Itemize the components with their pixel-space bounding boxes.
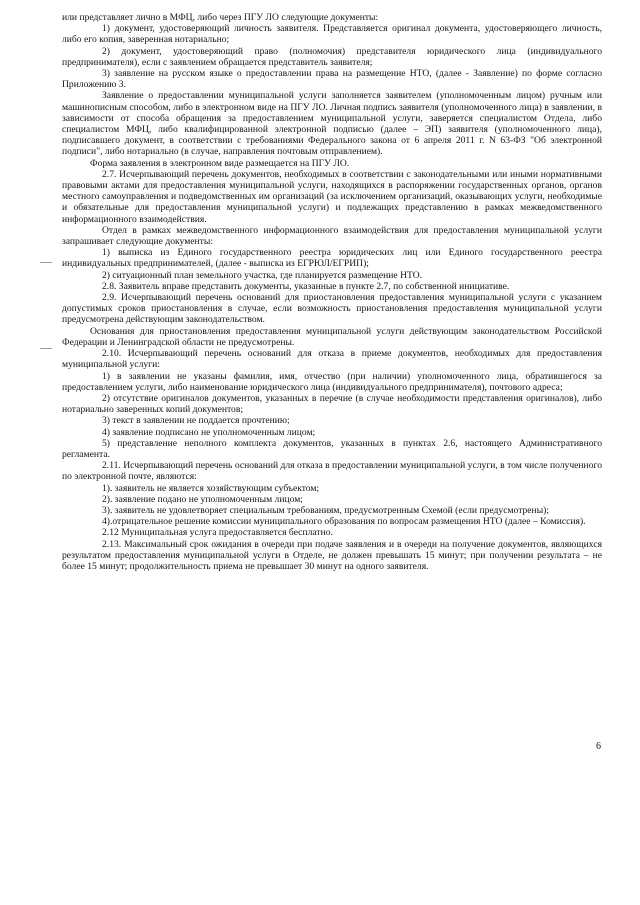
paragraph: Отдел в рамках межведомственного информационного взаимодействия для предоставления муниципальной услуги запрашивает следующие документы: xyxy=(62,224,602,248)
margin-mark xyxy=(40,348,52,349)
paragraph: 2.7. Исчерпывающий перечень документов, необходимых в соответствии с законодательными или иными нормативными правовыми актами для предоставления муниципальной услуги, находящихся в распоряжении государственных органов, органов местного самоуправления и подведомственных им организаций (за исключением организаций, оказывающих услуги, необходимые и обязательные для предоставления муниципальной услуги) и подлежащих представлению в рамках межведомственного информационного взаимодействия. xyxy=(62,168,602,225)
paragraph: 1) выписка из Единого государственного реестра юридических лиц или Единого государственного реестра индивидуальных предпринимателей, (далее - выписка из ЕГРЮЛ/ЕГРИП); xyxy=(62,247,602,270)
paragraph: 5) представление неполного комплекта документов, указанных в пунктах 2.6, настоящего Административного регламента. xyxy=(62,437,602,460)
paragraph: 1). заявитель не является хозяйствующим субъектом; xyxy=(102,482,320,494)
paragraph: 2.8. Заявитель вправе представить документы, указанные в пункте 2.7, по собственной инициативе. xyxy=(102,280,510,292)
paragraph: Основания для приостановления предоставления муниципальной услуги действующим законодательством Российской Федерации и Ленинградской области не предусмотрены. xyxy=(62,325,602,348)
paragraph: 2.10. Исчерпывающий перечень оснований для отказа в приеме документов, необходимых для предоставления муниципальной услуги: xyxy=(62,348,602,371)
paragraph: или представляет лично в МФЦ, либо через ПГУ ЛО следующие документы: xyxy=(62,12,379,23)
paragraph: 3). заявитель не удовлетворяет специальным требованиям, предусмотренным Схемой (если предусмотрены); xyxy=(102,504,549,516)
paragraph: 2). заявление подано не уполномоченным лицом; xyxy=(102,493,303,505)
paragraph: 3) заявление на русском языке о предоставлении права на размещение НТО, (далее - Заявление) по форме согласно Приложению 3. xyxy=(62,68,602,91)
document-body xyxy=(62,12,602,572)
paragraph: 2) отсутствие оригиналов документов, указанных в перечне (в случае необходимости представления оригиналов), либо нотариально заверенных копий документов; xyxy=(62,392,602,416)
paragraph: 2.9. Исчерпывающий перечень оснований для приостановления предоставления муниципальной услуги с указанием допустимых сроков приостановления в случае, если возможность приостановления предоставления муниципальной услуги предусмотрена действующим законодательством. xyxy=(62,292,602,326)
paragraph: 4).отрицательное решение комиссии муниципального образования по вопросам размещения НТО (далее – Комиссия). xyxy=(102,516,586,528)
paragraph: 2.12 Муниципальная услуга предоставляется бесплатно. xyxy=(102,527,333,539)
paragraph: Форма заявления в электронном виде размещается на ПГУ ЛО. xyxy=(90,157,350,169)
paragraph: 2.11. Исчерпывающий перечень оснований для отказа в предоставлении муниципальной услуги, в том числе полученного по электронной почте, являются: xyxy=(62,460,602,483)
paragraph: 2.13. Максимальный срок ожидания в очереди при подаче заявления и в очереди на получение документов, являющихся результатом предоставления муниципальной услуги в Отделе, не должен превышать 15 минут; при получении результата – не более 15 минут; продолжительность приема не превышает 30 минут на одного заявителя. xyxy=(62,538,602,572)
paragraph: 2) ситуационный план земельного участка, где планируется размещение НТО. xyxy=(102,269,423,281)
paragraph: 4) заявление подписано не уполномоченным лицом; xyxy=(102,426,316,438)
paragraph: 1) в заявлении не указаны фамилия, имя, отчество (при наличии) уполномоченного лица, обратившегося за предоставлением услуги, либо наименование юридического лица (индивидуального предпринимателя), почтового адреса; xyxy=(62,370,602,393)
paragraph: 2) документ, удостоверяющий право (полномочия) представителя юридического лица (индивидуального предпринимателя), если с заявлением обращается представитель заявителя; xyxy=(62,45,602,68)
paragraph: 3) текст в заявлении не поддается прочтению; xyxy=(102,415,290,427)
margin-mark xyxy=(40,262,52,263)
paragraph: Заявление о предоставлении муниципальной услуги заполняется заявителем (уполномоченным лицом) ручным или машинописным способом, либо в электронном виде на ПГУ ЛО. Личная подпись заявителя (уполномоченного лица) в заявлении, в зависимости от способа обращения за предоставлением муниципальной услуги, заверяется специалистом Отдела, либо специалистом МФЦ, либо квалифицированной электронной подписью (далее – ЭП) заявителя (уполномоченного лица), подписавшего документ, в соответствии с требованиями Федерального закона от 6 апреля 2011 г. N 63-ФЗ "Об электронной подписи", либо нотариально (в случае, направления почтовым отправлением). xyxy=(62,90,602,158)
page-number: 6 xyxy=(596,741,601,752)
paragraph: 1) документ, удостоверяющий личность заявителя. Представляется оригинал документа, удостоверяющего личность, либо его копия, заверенная нотариально; xyxy=(62,23,602,46)
